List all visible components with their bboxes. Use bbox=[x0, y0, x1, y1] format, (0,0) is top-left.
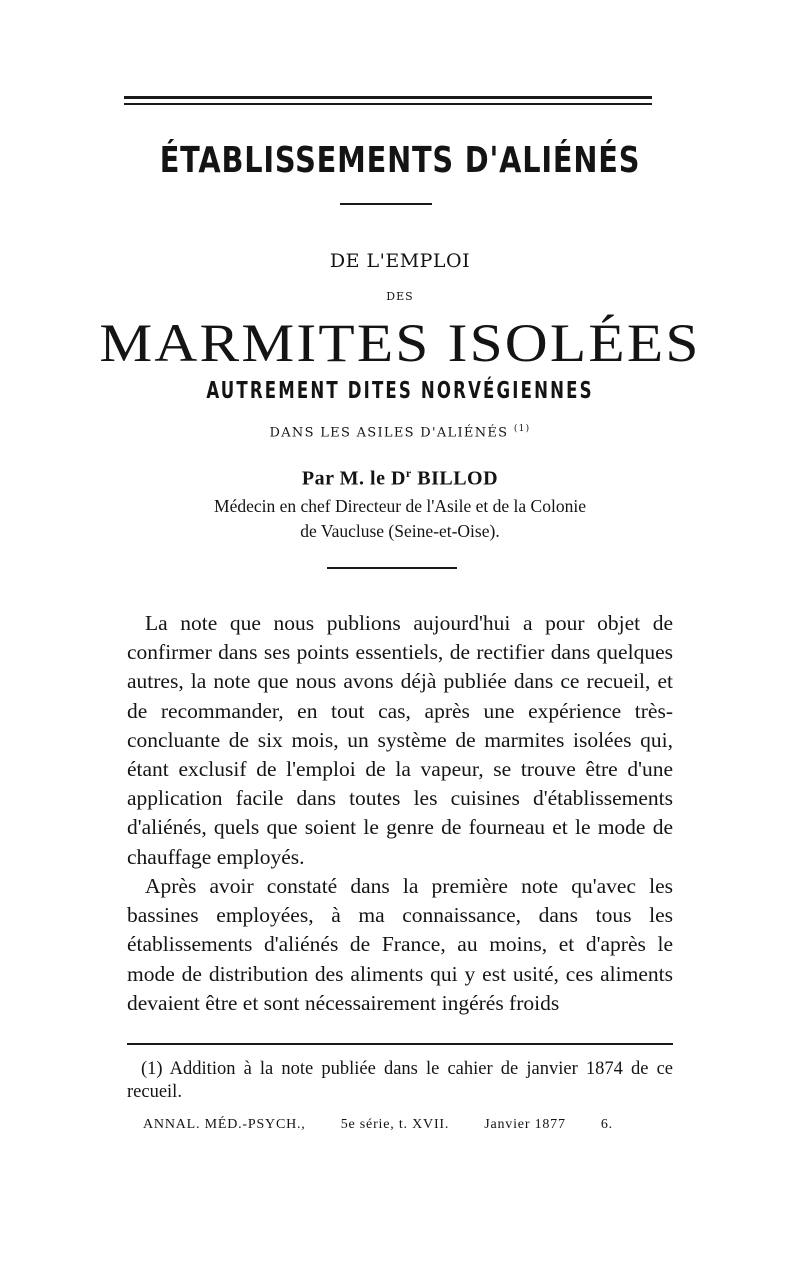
subtitle-norvegiennes: AUTREMENT DITES NORVÉGIENNES bbox=[206, 378, 594, 404]
author-prefix: Par M. le D bbox=[301, 467, 406, 490]
footnote-reference: (1) bbox=[513, 424, 531, 434]
subtitle-asiles-text: DANS LES ASILES D'ALIÉNÉS bbox=[269, 425, 509, 441]
footer-date: Janvier 1877 bbox=[484, 1117, 566, 1132]
body-paragraph bbox=[127, 872, 673, 1018]
subtitle-des: DES bbox=[386, 290, 414, 303]
author-title-sup: r bbox=[405, 466, 412, 480]
author-line bbox=[0, 466, 800, 491]
subtitle-de-l-emploi: DE L'EMPLOI bbox=[329, 250, 471, 272]
author-divider bbox=[327, 567, 457, 569]
footnote-rule bbox=[127, 1043, 673, 1045]
section-title: ÉTABLISSEMENTS D'ALIÉNÉS bbox=[159, 140, 641, 181]
footnote-text: (1) Addition à la note publiée dans le cahier de janvier 1874 de ce recueil. bbox=[127, 1059, 673, 1102]
body-paragraph-text: La note que nous publions aujourd'hui a pour objet de confirmer dans ses points essentiels, de rectifier dans quelques autres, la note que nous avons déjà publiée dans ce recueil, et de recommander, en tout cas, après une expérience très-concluante de six mois, un système de marmites isolées qui, étant exclusif de l'emploi de la vapeur, se trouve être d'une application facile dans toutes les cuisines d'établissements d'aliénés, quels que soient le genre de fourneau et le mode de chauffage employés. bbox=[127, 611, 673, 869]
footer-sheet-number: 6. bbox=[600, 1117, 613, 1132]
author-affiliation-1: Médecin en chef Directeur de l'Asile et de la Colonie bbox=[214, 496, 586, 516]
footer-series: 5e série, t. XVII. bbox=[340, 1117, 450, 1132]
running-footer bbox=[143, 1117, 613, 1133]
top-double-rule bbox=[124, 96, 652, 99]
body-paragraph-text: Après avoir constaté dans la première note qu'avec les bassines employées, à ma connaissance, dans tous les établissements d'aliénés de France, au moins, et d'après le mode de distribution des aliments qui y est usité, ces aliments devaient être et sont nécessairement ingérés froids bbox=[127, 874, 673, 1015]
body-paragraph bbox=[127, 609, 673, 872]
author-name: BILLOD bbox=[417, 467, 499, 490]
main-title: MARMITES ISOLÉES bbox=[99, 313, 701, 373]
footer-journal: ANNAL. MÉD.-PSYCH., bbox=[143, 1117, 306, 1132]
top-double-rule-lower bbox=[124, 103, 652, 105]
subtitle-asiles bbox=[0, 424, 800, 440]
footnote bbox=[127, 1058, 673, 1104]
author-affiliation-2: de Vaucluse (Seine-et-Oise). bbox=[300, 521, 500, 541]
title-divider bbox=[340, 203, 432, 205]
